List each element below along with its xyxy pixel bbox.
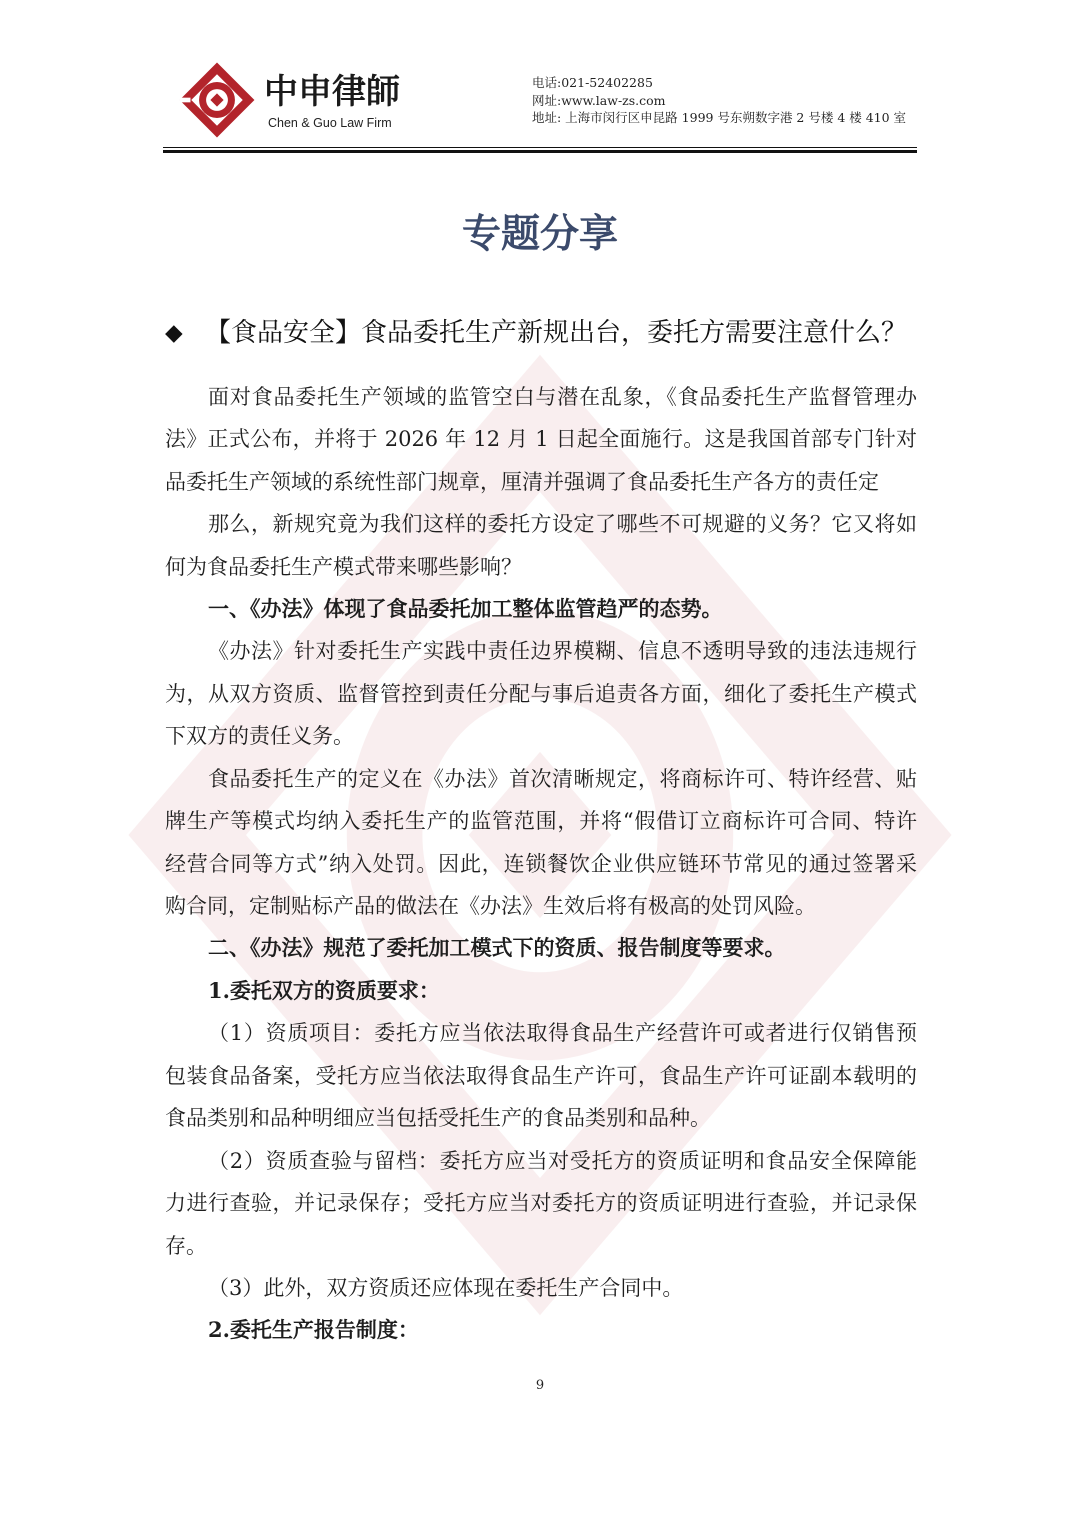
paragraph-line: 食品类别和品种明细应当包括受托生产的食品类别和品种。: [165, 1106, 711, 1131]
header-divider-thin: [163, 147, 917, 148]
paragraph-line: 购合同，定制贴标产品的做法在《办法》生效后将有极高的处罚风险。: [165, 894, 816, 919]
paragraph-line: 下双方的责任义务。: [165, 724, 354, 749]
paragraph-line: （2）资质查验与留档：委托方应当对受托方的资质证明和食品安全保障能: [208, 1148, 917, 1173]
paragraph-line: 那么，新规究竟为我们这样的委托方设定了哪些不可规避的义务？它又将如: [208, 512, 917, 537]
list-item-1: [165, 1012, 917, 1139]
paragraph-intro-2: [165, 503, 917, 588]
article-body: [165, 376, 917, 1352]
paragraph-line: 为，从双方资质、监督管控到责任分配与事后追责各方面，细化了委托生产模式: [165, 681, 917, 706]
paragraph-line: 法》正式公布，并将于 2026 年 12 月 1 日起全面施行。这是我国首部专门针对: [165, 427, 917, 452]
contact-info: [532, 74, 906, 127]
article-heading-text: 【食品安全】食品委托生产新规出台，委托方需要注意什么？: [205, 318, 908, 348]
page-title: 专题分享: [461, 212, 618, 257]
paragraph-line: 品委托生产领域的系统性部门规章，厘清并强调了食品委托生产各方的责任定: [165, 469, 879, 494]
brand-name-english: Chen & Guo Law Firm: [268, 116, 392, 130]
list-item-2: [165, 1140, 917, 1267]
brand-name-chinese: 中申律師: [264, 72, 400, 112]
paragraph-line: 包装食品备案，受托方应当依法取得食品生产许可，食品生产许可证副本载明的: [165, 1063, 917, 1088]
section-1-title: 一、《办法》体现了食品委托加工整体监管趋严的态势。: [208, 595, 723, 621]
subsection-2-title: 2.委托生产报告制度：: [208, 1317, 419, 1343]
paragraph-line: 力进行查验，并记录保存；受托方应当对委托方的资质证明进行查验，并记录保: [165, 1191, 917, 1216]
paragraph-line: 牌生产等模式均纳入委托生产的监管范围，并将“假借订立商标许可合同、特许: [165, 809, 917, 834]
paragraph-line: 存。: [165, 1233, 207, 1258]
page-number: 9: [535, 1378, 545, 1393]
paragraph-line: 何为食品委托生产模式带来哪些影响？: [165, 554, 522, 579]
website-address: 网址:www.law-zs.com: [532, 92, 666, 108]
list-item-3: [165, 1267, 917, 1309]
paragraph-section-1-1: [165, 630, 917, 757]
paragraph-line: （3）此外，双方资质还应体现在委托生产合同中。: [208, 1275, 684, 1300]
paragraph-line: 《办法》针对委托生产实践中责任边界模糊、信息不透明导致的违法违规行: [208, 639, 917, 664]
paragraph-intro-1: [165, 376, 917, 503]
paragraph-line: （1）资质项目：委托方应当依法取得食品生产经营许可或者进行仅销售预: [208, 1021, 917, 1046]
section-2-title: 二、《办法》规范了委托加工模式下的资质、报告制度等要求。: [208, 935, 786, 961]
paragraph-line: 经营合同等方式”纳入处罚。因此，连锁餐饮企业供应链环节常见的通过签署采: [165, 851, 917, 876]
article-heading: [165, 313, 917, 353]
phone-number: 电话:021-52402285: [532, 75, 653, 90]
paragraph-section-1-2: [165, 758, 917, 928]
paragraph-line: 面对食品委托生产领域的监管空白与潜在乱象，《食品委托生产监督管理办: [208, 384, 917, 409]
header-divider-thick: [163, 150, 917, 153]
postal-address: 地址: 上海市闵行区申昆路 1999 号东朔数字港 2 号楼 4 楼 410 室: [532, 110, 907, 125]
subsection-1-title: 1.委托双方的资质要求：: [208, 977, 440, 1003]
diamond-bullet-icon: ◆: [165, 320, 183, 346]
paragraph-line: 食品委托生产的定义在《办法》首次清晰规定，将商标许可、特许经营、贴: [208, 766, 917, 791]
law-firm-logo-icon: [178, 60, 256, 140]
